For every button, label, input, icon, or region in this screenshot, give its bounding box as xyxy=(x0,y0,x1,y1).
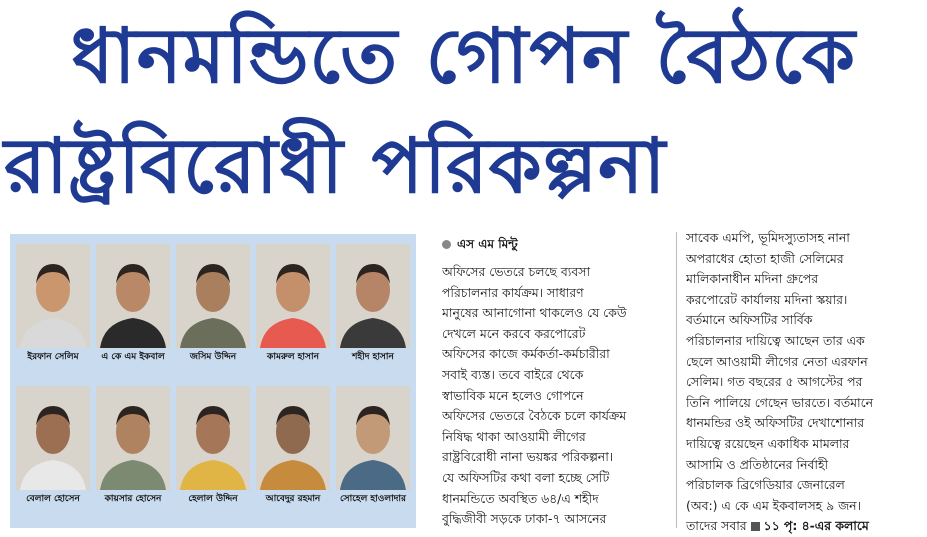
article-line: সবাই ব্যস্ত। তবে বাইরে থেকে xyxy=(442,366,584,382)
article-line: তিনি পালিয়ে গেছেন ভারতে। বর্তমানে xyxy=(686,394,874,410)
photo-card xyxy=(96,244,170,366)
article-line: ছেলে আওয়ামী লীগের নেতা এরফান xyxy=(686,353,868,369)
article-line: অফিসের কাজে কর্মকর্তা-কর্মচারীরা xyxy=(442,346,610,362)
article-text: তাদের সবার xyxy=(686,518,747,534)
article-column-1 xyxy=(442,262,666,530)
photo-card xyxy=(336,386,410,508)
photo-caption: কামরুল হাসান xyxy=(267,352,319,362)
photo-caption: আবেদুর রহমান xyxy=(265,494,321,504)
headline-line-1: ধানমন্ডিতে গোপন বৈঠকে xyxy=(70,11,857,100)
portrait-photo xyxy=(96,386,170,490)
article-line: দেখলে মনে করবে করপোরেট xyxy=(442,325,586,341)
article-line: পরিচালনার দায়িত্বে আছেন তার এক xyxy=(686,332,865,348)
article-line: অপরাধের হোতা হাজী সেলিমের xyxy=(686,250,844,266)
photo-card xyxy=(176,386,250,508)
photo-grid xyxy=(10,234,416,528)
photo-caption: হেলাল উদ্দিন xyxy=(188,494,238,504)
bullet-icon xyxy=(442,240,451,249)
article-line: পরিচালক ব্রিগেডিয়ার জেনারেল xyxy=(686,477,845,493)
photo-card xyxy=(256,244,330,366)
portrait-photo xyxy=(336,386,410,490)
article-line: দায়িত্বে রয়েছেন একাধিক মামলার xyxy=(686,435,850,451)
jump-reference: ১১ পৃ: ৪-এর কলামে xyxy=(763,518,869,534)
photo-caption: ইরফান সেলিম xyxy=(27,352,79,362)
photo-caption: এ কে এম ইকবাল xyxy=(101,352,165,362)
article-line: নিষিদ্ধ থাকা আওয়ামী লীগের xyxy=(442,428,586,444)
portrait-photo xyxy=(176,386,250,490)
article-line: ধানমন্ডির ওই অফিসটির দেখাশোনার xyxy=(686,415,865,431)
photo-caption: শহীদ হাসান xyxy=(352,352,394,362)
article-line: বর্তমানে অফিসটির সার্বিক xyxy=(686,312,813,328)
photo-card xyxy=(96,386,170,508)
article-line: করপোরেট কার্যালয় মদিনা স্কয়ার। xyxy=(686,291,848,307)
photo-card xyxy=(336,244,410,366)
article-line: অফিসের ভেতরে চলছে ব্যবসা xyxy=(442,264,591,279)
photo-card xyxy=(176,244,250,366)
article-line: আসামি ও প্রতিষ্ঠানের নির্বাহী xyxy=(686,456,829,472)
portrait-photo xyxy=(16,386,90,490)
portrait-photo xyxy=(336,244,410,348)
article-line: স্বাভাবিক মনে হলেও গোপনে xyxy=(442,387,584,403)
article-column-2 xyxy=(686,228,918,537)
portrait-photo xyxy=(16,244,90,348)
byline xyxy=(442,236,518,256)
article-line: অফিসের ভেতরে বৈঠকে চলে কার্যক্রম xyxy=(442,408,627,424)
photo-caption: বেলাল হোসেন xyxy=(26,494,80,504)
article-line: সাবেক এমপি, ভূমিদস্যুতাসহ নানা xyxy=(686,230,850,245)
article-line xyxy=(686,516,918,537)
headline-line-2: রাষ্ট্রবিরোধী পরিকল্পনা xyxy=(4,121,667,210)
article-line: মালিকানাধীন মদিনা গ্রুপের xyxy=(686,271,819,287)
photo-caption: জসিম উদ্দিন xyxy=(189,352,237,362)
photo-card xyxy=(16,386,90,508)
article-line: যে অফিসটির কথা বলা হচ্ছে সেটি xyxy=(442,469,610,485)
square-bullet-icon xyxy=(751,522,760,531)
article-line: রাষ্ট্রবিরোধী নানা ভয়ঙ্কর পরিকল্পনা। xyxy=(442,449,614,465)
photo-card xyxy=(256,386,330,508)
photo-caption: সোহেল হাওলাদার xyxy=(340,494,406,504)
portrait-photo xyxy=(96,244,170,348)
photo-card xyxy=(16,244,90,366)
photo-caption: কায়সার হোসেন xyxy=(104,494,162,504)
portrait-photo xyxy=(176,244,250,348)
article-line: বুদ্ধিজীবী সড়কে ঢাকা-৭ আসনের xyxy=(442,511,607,527)
article-line: (অব:) এ কে এম ইকবালসহ ৯ জন। xyxy=(686,497,862,513)
portrait-photo xyxy=(256,386,330,490)
article-line: মানুষের আনাগোনা থাকলেও যে কেউ xyxy=(442,305,627,321)
column-divider xyxy=(676,232,677,528)
article-line: ধানমন্ডিতে অবস্থিত ৬৪/এ শহীদ xyxy=(442,490,599,506)
article-line: সেলিম। গত বছরের ৫ আগস্টের পর xyxy=(686,374,863,390)
portrait-photo xyxy=(256,244,330,348)
byline-name: এস এম মিন্টু xyxy=(457,237,518,251)
article-line: পরিচালনার কার্যক্রম। সাধারণ xyxy=(442,284,584,300)
